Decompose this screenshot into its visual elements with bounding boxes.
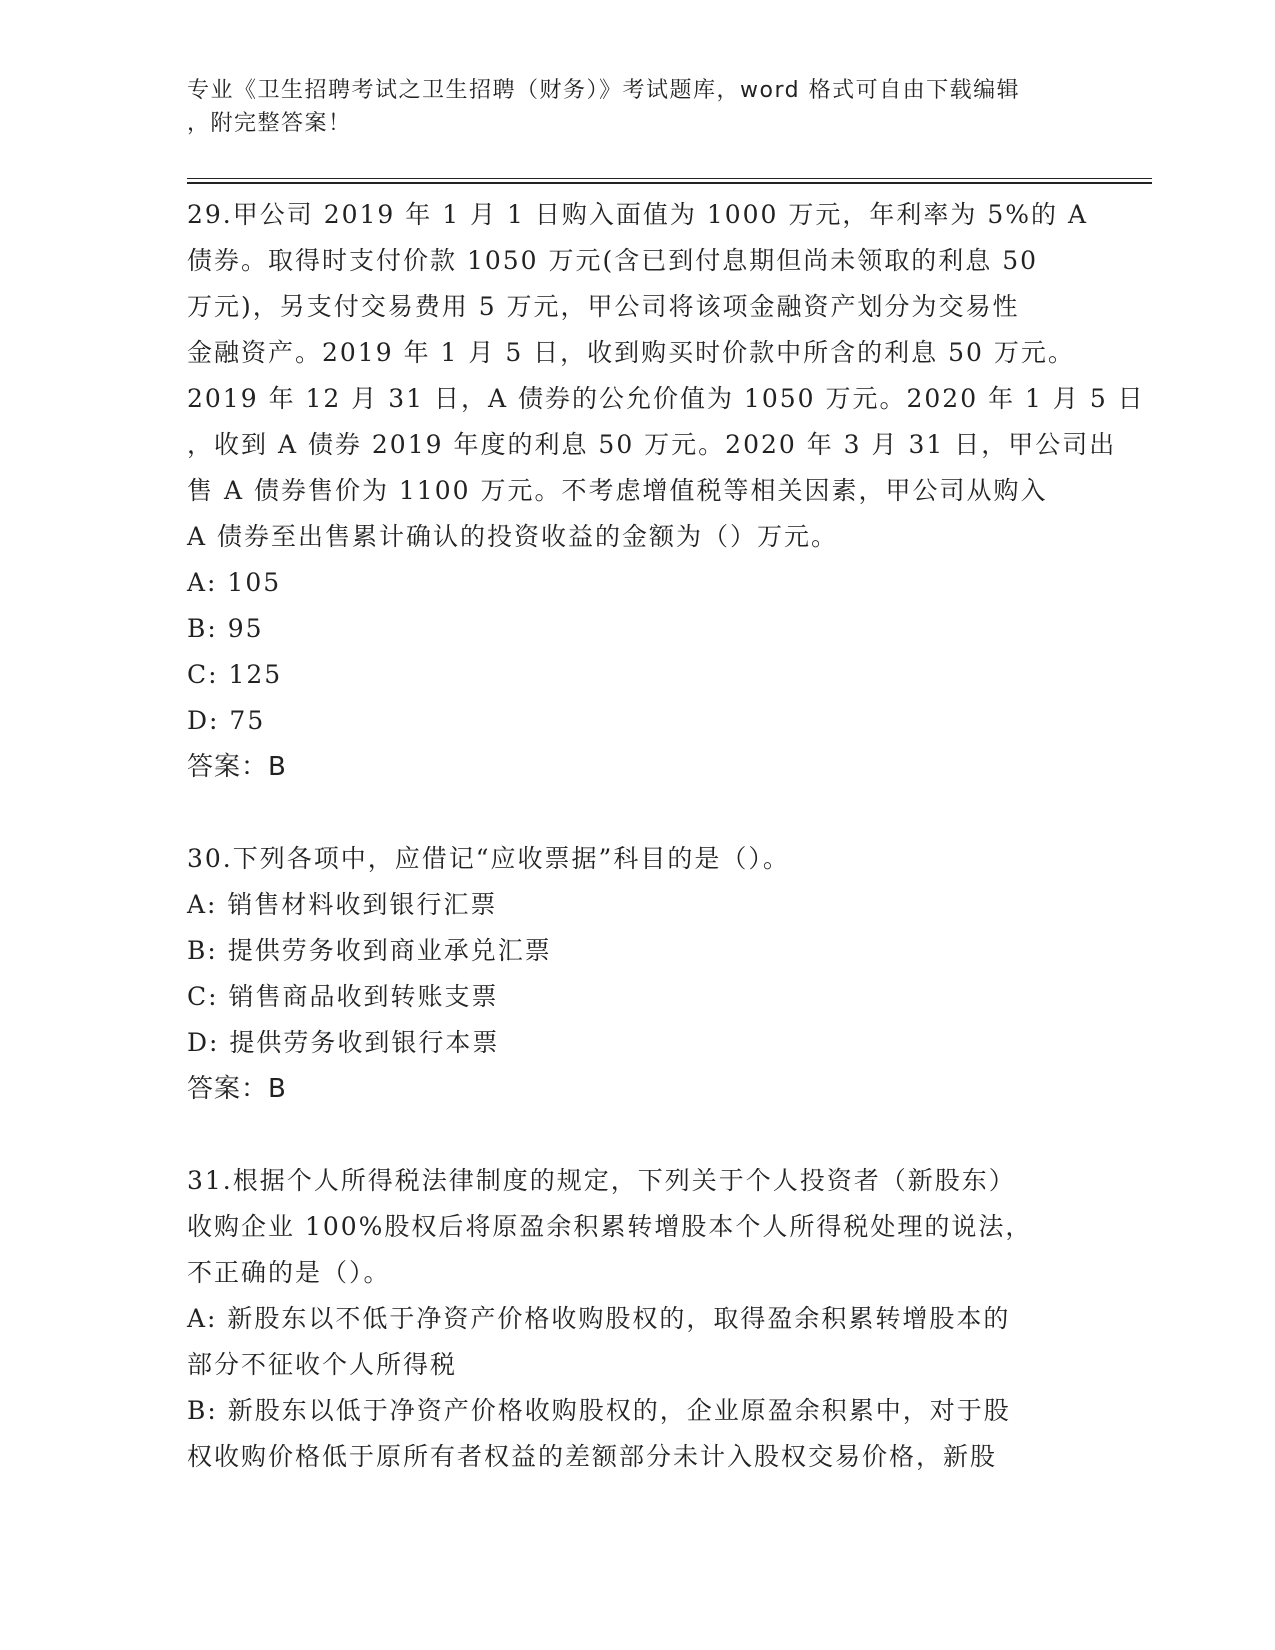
option-b: B: 新股东以低于净资产价格收购股权的，企业原盈余积累中，对于股 (187, 1396, 1011, 1425)
option-a: A: 105 (187, 568, 282, 597)
option-list (187, 560, 1087, 744)
option-c: C: 销售商品收到转账支票 (187, 982, 499, 1011)
option-d: D: 提供劳务收到银行本票 (187, 1028, 500, 1057)
question-stem-line: 30.下列各项中，应借记“应收票据”科目的是（）。 (187, 844, 790, 873)
option-a-continued: 部分不征收个人所得税 (187, 1350, 458, 1379)
answer-label: 答案：B (187, 752, 287, 782)
header-rule-thick (187, 182, 1152, 184)
option-b: B: 95 (187, 614, 264, 643)
header-line-2: ，附完整答案！ (187, 111, 352, 136)
option-list (187, 1296, 1087, 1480)
question-stem-line: 29.甲公司 2019 年 1 月 1 日购入面值为 1000 万元，年利率为 5%的 A (187, 200, 1089, 229)
question-stem-line: 万元)，另支付交易费用 5 万元，甲公司将该项金融资产划分为交易性 (187, 292, 1020, 321)
option-a: A: 销售材料收到银行汇票 (187, 890, 498, 919)
question-stem-line: 金融资产。2019 年 1 月 5 日，收到购买时价款中所含的利息 50 万元。 (187, 338, 1075, 367)
question-30 (187, 836, 1087, 1112)
question-spacer (187, 1112, 1087, 1158)
question-stem-line: 不正确的是（）。 (187, 1258, 391, 1287)
question-stem-line: A 债券至出售累计确认的投资收益的金额为（）万元。 (187, 522, 839, 551)
option-c: C: 125 (187, 660, 283, 689)
question-31 (187, 1158, 1087, 1480)
question-stem-line: 收购企业 100%股权后将原盈余积累转增股本个人所得税处理的说法， (187, 1212, 1033, 1241)
header-rule-thin (187, 178, 1152, 179)
question-stem-line: 售 A 债券售价为 1100 万元。不考虑增值税等相关因素，甲公司从购入 (187, 476, 1048, 505)
question-stem-line: ，收到 A 债券 2019 年度的利息 50 万元。2020 年 3 月 31 日，甲公司出 (187, 430, 1117, 459)
question-stem-line: 债券。取得时支付价款 1050 万元(含已到付息期但尚未领取的利息 50 (187, 246, 1039, 275)
header-line-1: 专业《卫生招聘考试之卫生招聘（财务）》考试题库，word 格式可自由下载编辑 (187, 78, 1021, 103)
question-list (187, 192, 1145, 1480)
option-b: B: 提供劳务收到商业承兑汇票 (187, 936, 552, 965)
question-spacer (187, 790, 1087, 836)
question-stem-line: 2019 年 12 月 31 日，A 债券的公允价值为 1050 万元。2020 年 1 月 5 日 (187, 384, 1145, 413)
answer-label: 答案：B (187, 1074, 287, 1104)
option-list (187, 882, 1087, 1066)
question-29 (187, 192, 1145, 790)
page-header (187, 74, 1067, 140)
option-a: A: 新股东以不低于净资产价格收购股权的，取得盈余积累转增股本的 (187, 1304, 1011, 1333)
option-d: D: 75 (187, 706, 266, 735)
question-stem-line: 31.根据个人所得税法律制度的规定，下列关于个人投资者（新股东） (187, 1166, 1016, 1195)
option-b-continued: 权收购价格低于原所有者权益的差额部分未计入股权交易价格，新股 (187, 1442, 998, 1471)
